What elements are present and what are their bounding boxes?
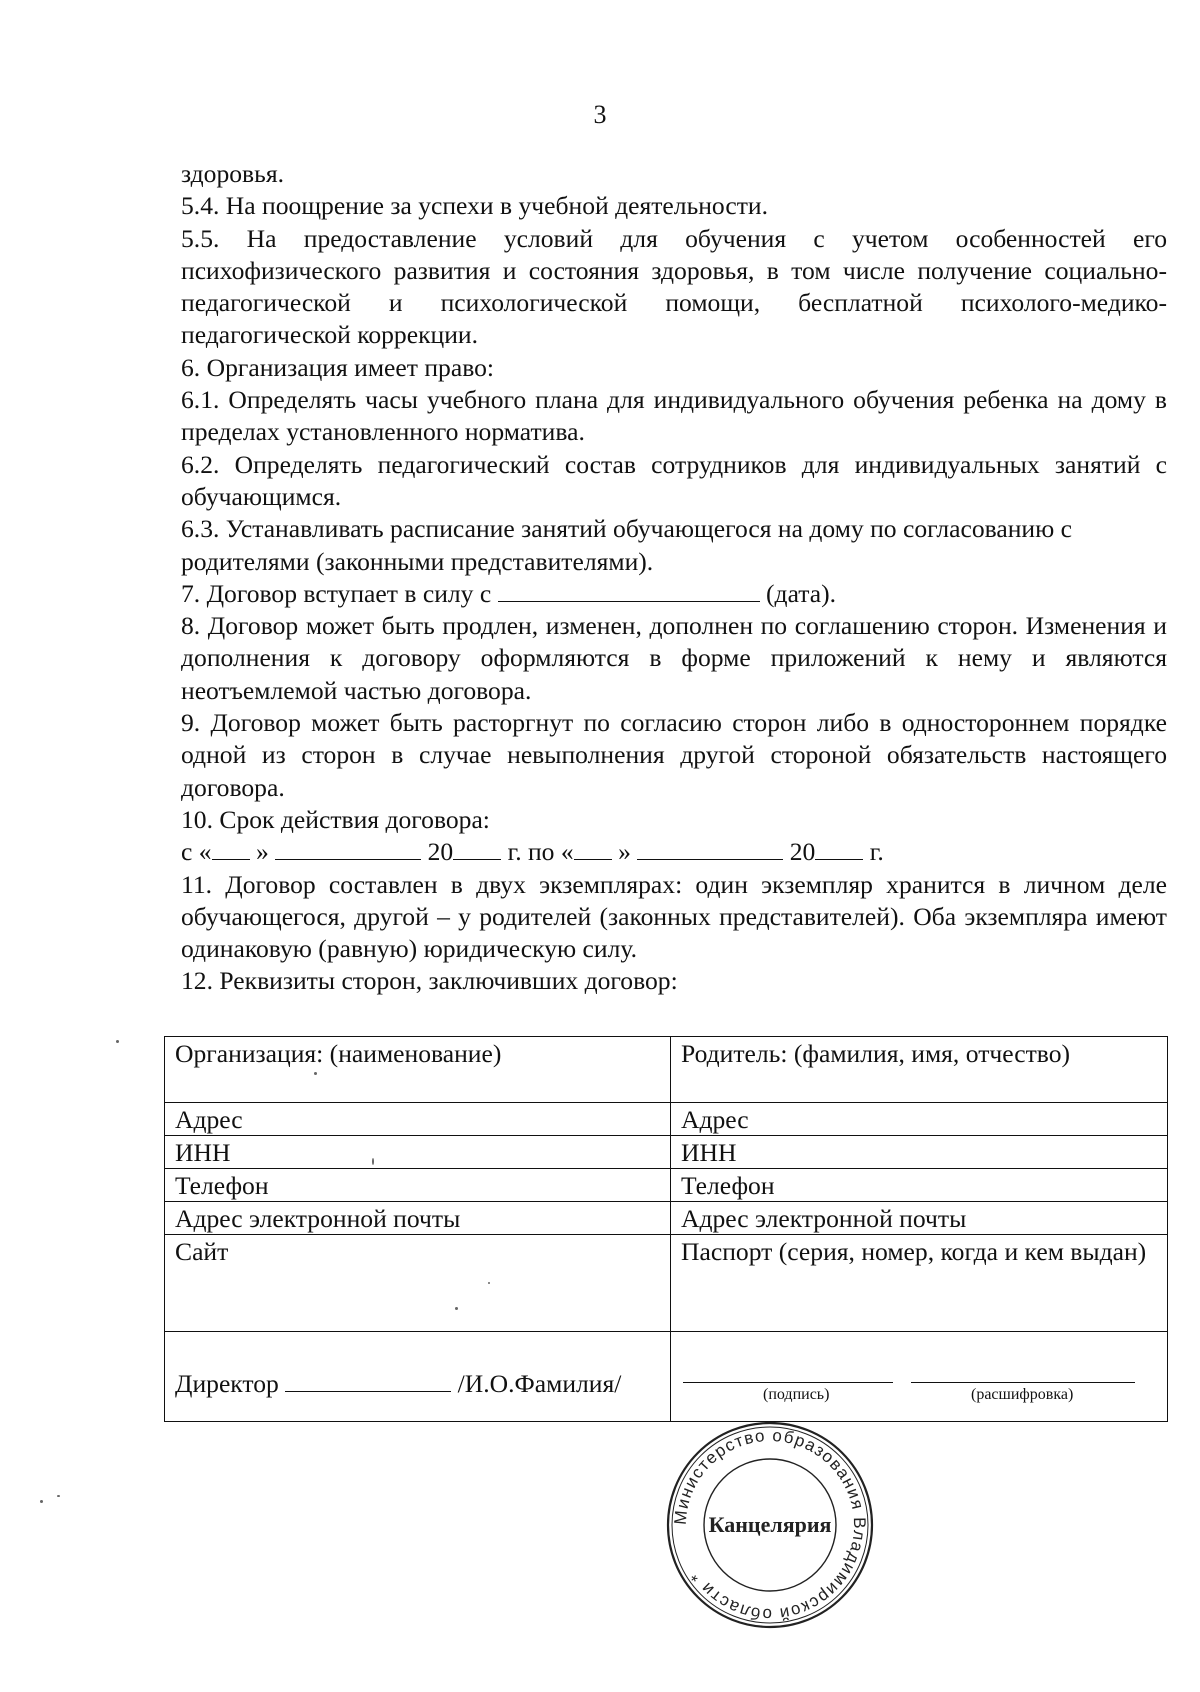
paragraph-6-1: 6.1. Определять часы учебного плана для индивидуального обучения ребенка на дому в пределах установленного норматива. [181,385,1167,447]
org-email-cell [165,1202,671,1235]
paragraph-6-2: 6.2. Определять педагогический состав сотрудников для индивидуальных занятий с обучающимся. [181,449,1167,511]
table-row [165,1103,1168,1136]
paragraph-8: 8. Договор может быть продлен, изменен, дополнен по соглашению сторон. Изменения и дополнения к договору оформляются в форме приложений к нему и являются неотъемлемой частью договора. [181,611,1167,705]
contract-body [181,158,1167,998]
scan-speck [57,1495,60,1497]
org-address-label: Адрес [175,1105,243,1134]
parent-header-cell [671,1037,1168,1103]
paragraph-9: 9. Договор может быть расторгнут по согласию сторон либо в одностороннем порядке одной из сторон в случае невыполнения другой стороной обязательств настоящего договора. [181,708,1167,802]
paragraph-5-4: 5.4. На поощрение за успехи в учебной деятельности. [181,191,769,221]
scan-speck [116,1040,119,1043]
parent-phone-cell [671,1169,1168,1202]
term-year-suffix: г. [869,837,884,867]
parent-passport-cell [671,1235,1168,1332]
parent-signature-cell [671,1332,1168,1422]
table-row [165,1037,1168,1103]
decoding-caption: (расшифровка) [971,1386,1074,1403]
org-email-label: Адрес электронной почты [175,1204,461,1233]
paragraph-5-5: 5.5. На предоставление условий для обучения с учетом особенностей его психофизического развития и состояния здоровья, в том числе получение социально-педагогической и психологической помощи, бесплатной психолого-медико-педагогической коррекции. [181,223,1167,350]
stamp-ring-text: Министерство образования Владимирской области * [670,1425,870,1625]
org-site-label: Сайт [175,1237,229,1266]
org-address-cell [165,1103,671,1136]
parent-decoding-line [911,1382,1135,1383]
term-to-year-prefix: 20 [789,837,816,867]
director-signature-line [285,1369,451,1392]
table-row [165,1202,1168,1235]
parent-header: Родитель: (фамилия, имя, отчество) [681,1039,1071,1068]
org-inn-label: ИНН [175,1138,231,1167]
table-row [165,1332,1168,1422]
parent-phone-label: Телефон [681,1171,775,1200]
parent-email-label: Адрес электронной почты [681,1204,967,1233]
org-header: Организация: (наименование) [175,1039,502,1068]
paragraph-10: 10. Срок действия договора: [181,804,490,834]
paragraph-health-end: здоровья. [181,159,284,188]
term-from-month-blank [275,837,421,860]
parent-inn-label: ИНН [681,1138,737,1167]
term-from-close: » [255,837,269,867]
term-to-label: г. по « [507,837,574,867]
parent-email-cell [671,1202,1168,1235]
term-from-year-blank [453,837,501,860]
table-row [165,1235,1168,1332]
parent-inn-cell [671,1136,1168,1169]
parent-signature-line [683,1382,893,1383]
paragraph-7-text: 7. Договор вступает в силу с [181,578,492,608]
scan-speck [488,1282,490,1284]
term-line [181,836,1167,868]
requisites-table [164,1036,1168,1422]
paragraph-6: 6. Организация имеет право: [181,352,495,382]
signature-caption: (подпись) [763,1386,830,1403]
parent-signature-area [671,1332,1167,1420]
start-date-blank [498,579,760,602]
paragraph-11: 11. Договор составлен в двух экземплярах: один экземпляр хранится в личном деле обучающегося, другой – у родителей (законных представителей). Оба экземпляра имеют одинаковую (равную) юридическую силу. [181,869,1167,964]
scan-speck [455,1307,458,1310]
paragraph-7 [181,578,1167,610]
table-row [165,1136,1168,1169]
table-row [165,1169,1168,1202]
paragraph-6-3: 6.3. Устанавливать расписание занятий обучающегося на дому по согласованию с родителями (законными представителями). [181,514,1073,576]
term-to-close: » [618,837,631,867]
term-to-month-blank [637,837,783,860]
director-name-placeholder: /И.О.Фамилия/ [457,1369,622,1398]
parent-passport-label: Паспорт (серия, номер, когда и кем выдан) [681,1237,1147,1266]
scan-speck [314,1072,317,1075]
director-label: Директор [175,1369,279,1398]
parent-address-label: Адрес [681,1105,749,1134]
org-inn-cell [165,1136,671,1169]
paragraph-12: 12. Реквизиты сторон, заключивших договор: [181,966,678,996]
scan-speck [372,1158,374,1165]
term-to-year-blank [815,837,863,860]
org-header-cell [165,1037,671,1103]
scan-speck [40,1500,43,1503]
term-from-year-prefix: 20 [427,837,454,867]
term-from-open: с « [181,837,212,867]
office-stamp [665,1420,875,1630]
parent-address-cell [671,1103,1168,1136]
org-site-cell [165,1235,671,1332]
stamp-center-text: Канцелярия [708,1512,832,1537]
org-phone-label: Телефон [175,1171,269,1200]
term-to-day-blank [574,837,612,860]
page-number: 3 [593,100,607,129]
paragraph-7-date-label: (дата). [766,578,837,608]
director-cell [165,1332,671,1422]
org-phone-cell [165,1169,671,1202]
term-from-day-blank [212,837,250,860]
